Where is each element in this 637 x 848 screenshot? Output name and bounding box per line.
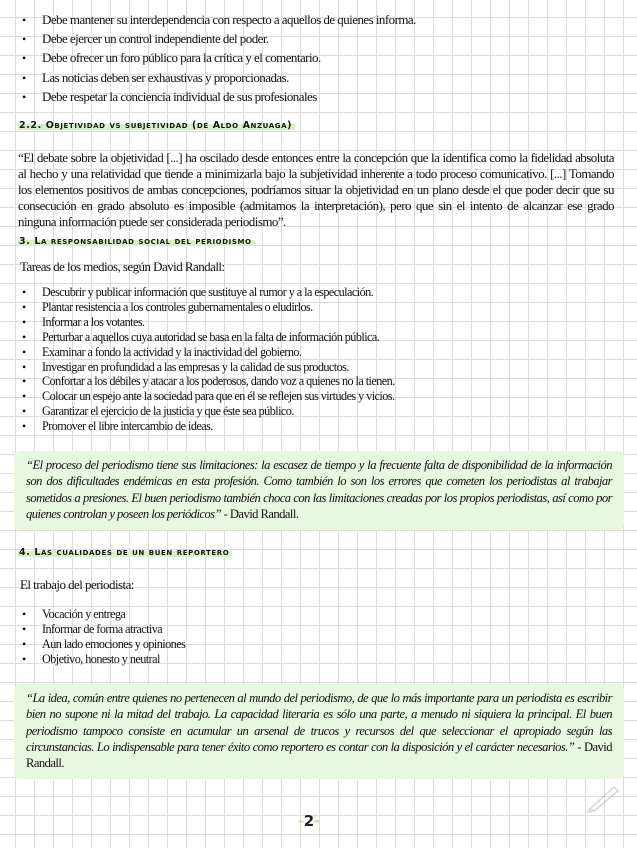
list-item: • Investigar en profundidad a las empresas y la calidad de sus productos. [22, 360, 612, 375]
reporter-qualities-list [22, 607, 422, 667]
list-item: • Perturbar a aquellos cuya autoridad se basa en la falta de información pública. [22, 330, 612, 345]
randall-quote-box-2 [14, 684, 624, 779]
section-3-heading [18, 235, 259, 248]
list-item: • Examinar a fondo la actividad y la inactividad del gobierno. [22, 345, 612, 360]
quote-text: “El proceso del periodismo tiene sus limitaciones: la escasez de tiempo y la frecuente falta de disponibilidad de la información son dos dificultades endémicas en esta profesión. Como también lo son los errores que cometen los periodistas al trabajar sometidos a presiones. El buen periodismo también choca con las limitaciones creadas por los propios periodistas, así como por quienes controlan y poseen los periódicos” [26, 458, 612, 521]
list-item: • Aun lado emociones y opiniones [22, 637, 422, 652]
media-tasks-list [22, 285, 612, 434]
list-item: • Debe mantener su interdependencia con respecto a aquellos de quienes informa. [22, 12, 612, 28]
list-item: • Garantizar el ejercicio de la justicia y que éste sea público. [22, 404, 612, 419]
quote-author: - David Randall. [221, 506, 299, 521]
quote-text: “La idea, común entre quienes no pertenecen al mundo del periodismo, de que lo más importante para un periodista es escribir bien no supone ni la mitad del trabajo. La capacidad literaria es sólo una parte, a menudo ni siquiera la principal. El buen periodismo tampoco consiste en acumular un arsenal de trucos y recursos del que seleccionar el apropiado según las circunstancias. Lo indispensable para tener éxito como reportero es contar con la disposición y el carácter necesarios.” [26, 691, 612, 754]
section-4-intro: El trabajo del periodista: [20, 577, 134, 592]
list-item: • Colocar un espejo ante la sociedad para que en él se reflejen sus virtudes y vicios. [22, 389, 612, 404]
page-number: -2- [298, 812, 320, 830]
section-2-2-heading [18, 119, 299, 132]
list-item: • Promover el libre intercambio de ideas. [22, 419, 612, 434]
list-item: • Objetivo, honesto y neutral [22, 652, 422, 667]
list-item: • Confortar a los débiles y atacar a los poderosos, dando voz a quienes no la tienen. [22, 374, 612, 389]
list-item: • Informar a los votantes. [22, 315, 612, 330]
objectivity-paragraph: “El debate sobre la objetividad [...] ha oscilado desde entonces entre la concepción que la identifica como la fidelidad absoluta al hecho y una relatividad que tiende a minimizarla bajo la subjetividad inherente a todo proceso comunicativo. [...] Tomando los elementos positivos de ambas concepciones, podríamos situar la objetividad en un plano desde el que poder decir que su consecución en grado absoluto es imposible (admitamos la interpretación), pero que sin el intento de alcanzar ese grado ninguna información puede ser considerada periodismo”. [18, 150, 614, 229]
section-3-title: 3. La responsabilidad social del periodismo [18, 236, 255, 247]
list-item: • Debe ofrecer un foro público para la crítica y el comentario. [22, 50, 612, 66]
randall-quote-box-1 [14, 451, 624, 530]
quote-author: - David Randall. [26, 739, 612, 771]
list-item: • Vocación y entrega [22, 607, 422, 622]
section-2-2-title: 2.2. Objetividad vs subjetividad (de Aldo Anzuaga) [18, 120, 295, 131]
list-item: • Debe respetar la conciencia individual de sus profesionales [22, 89, 612, 105]
top-bullet-list [22, 12, 612, 108]
list-item: • Las noticias deben ser exhaustivas y proporcionadas. [22, 70, 612, 86]
list-item: • Plantar resistencia a los controles gubernamentales o eludirlos. [22, 300, 612, 315]
page-number-value: 2 [303, 812, 314, 830]
section-4-title: 4. Las cualidades de un buen reportero [18, 547, 232, 558]
list-item: • Descubrir y publicar información que sustituye al rumor y a la especulación. [22, 285, 612, 300]
list-item: • Debe ejercer un control independiente del poder. [22, 31, 612, 47]
list-item: • Informar de forma atractiva [22, 622, 422, 637]
pencil-watermark-icon [586, 783, 622, 813]
section-4-heading [18, 546, 236, 559]
section-3-intro: Tareas de los medios, según David Randall: [20, 259, 225, 274]
